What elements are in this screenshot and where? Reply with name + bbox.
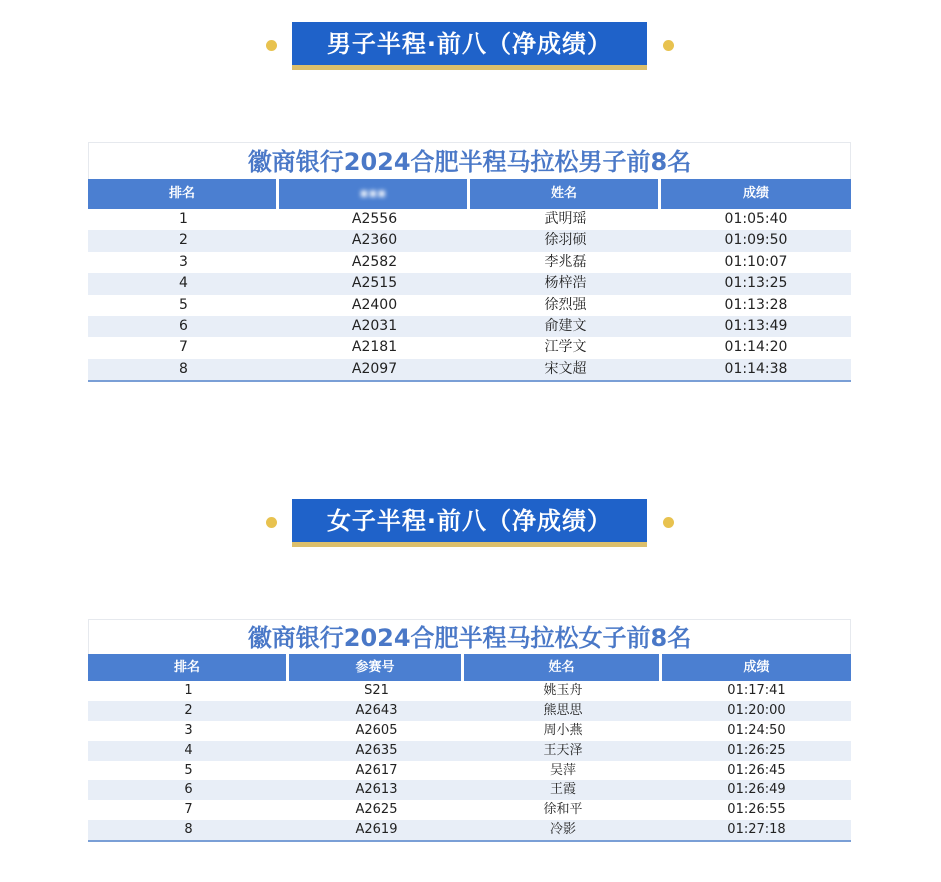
cell-bib: A2515 xyxy=(351,275,398,292)
cell-time: 01:05:40 xyxy=(724,211,788,227)
cell-time: 01:27:18 xyxy=(727,822,786,838)
table-row xyxy=(88,820,851,842)
cell-bib: A2617 xyxy=(355,762,398,778)
female-table-body xyxy=(88,681,851,842)
cell-rank: 8 xyxy=(184,822,193,838)
header-time: 成绩 xyxy=(662,654,851,681)
cell-rank: 4 xyxy=(184,742,193,758)
header-name: 姓名 xyxy=(470,179,658,209)
table-row xyxy=(88,681,851,701)
cell-name: 江学文 xyxy=(544,339,587,356)
cell-bib: A2400 xyxy=(351,296,398,313)
female-table-title: 徽商银行2024合肥半程马拉松女子前8名 xyxy=(88,619,851,654)
cell-time: 01:14:38 xyxy=(724,360,788,377)
cell-bib: A2613 xyxy=(355,782,398,798)
table-row xyxy=(88,295,851,316)
cell-name: 周小燕 xyxy=(543,722,583,738)
bullet-dot-icon xyxy=(663,517,674,528)
bullet-dot-icon xyxy=(266,517,277,528)
male-table-title: 徽商银行2024合肥半程马拉松男子前8名 xyxy=(88,142,851,179)
cell-rank: 5 xyxy=(179,296,188,313)
cell-bib: A2097 xyxy=(351,360,398,377)
cell-bib: A2582 xyxy=(351,253,398,270)
cell-name: 李兆磊 xyxy=(544,253,587,270)
cell-rank: 5 xyxy=(184,762,193,778)
cell-name: 武明瑶 xyxy=(544,211,587,227)
cell-rank: 7 xyxy=(184,802,193,818)
cell-name: 徐羽硕 xyxy=(544,232,587,249)
cell-bib: A2181 xyxy=(351,339,398,356)
cell-bib: A2031 xyxy=(351,317,398,334)
cell-name: 冷影 xyxy=(549,822,576,838)
cell-time: 01:14:20 xyxy=(724,339,788,356)
cell-name: 王霞 xyxy=(549,782,576,798)
cell-time: 01:13:28 xyxy=(724,296,788,313)
cell-rank: 3 xyxy=(179,253,188,270)
table-row xyxy=(88,252,851,273)
cell-time: 01:26:49 xyxy=(727,782,786,798)
cell-name: 姚玉舟 xyxy=(543,683,583,698)
cell-rank: 7 xyxy=(179,339,188,356)
cell-time: 01:17:41 xyxy=(727,683,786,698)
cell-bib: A2556 xyxy=(351,211,398,227)
cell-time: 01:10:07 xyxy=(724,253,788,270)
cell-rank: 2 xyxy=(184,702,193,718)
cell-bib: A2605 xyxy=(355,722,398,738)
cell-time: 01:13:25 xyxy=(724,275,788,292)
bullet-dot-icon xyxy=(266,40,277,51)
cell-time: 01:26:55 xyxy=(727,802,786,818)
cell-time: 01:09:50 xyxy=(724,232,788,249)
cell-time: 01:26:25 xyxy=(727,742,786,758)
cell-name: 宋文超 xyxy=(544,360,587,377)
cell-rank: 6 xyxy=(179,317,188,334)
cell-time: 01:26:45 xyxy=(727,762,786,778)
table-row xyxy=(88,359,851,382)
table-row xyxy=(88,780,851,800)
female-section-header xyxy=(0,499,941,559)
cell-name: 徐和平 xyxy=(543,802,583,818)
cell-rank: 3 xyxy=(184,722,193,738)
table-row xyxy=(88,761,851,781)
cell-time: 01:13:49 xyxy=(724,317,788,334)
cell-name: 杨梓浩 xyxy=(544,275,587,292)
cell-rank: 1 xyxy=(184,683,193,698)
header-name: 姓名 xyxy=(464,654,659,681)
male-section-header xyxy=(0,22,941,82)
cell-bib: A2619 xyxy=(355,822,398,838)
header-time: 成绩 xyxy=(661,179,851,209)
header-rank: 排名 xyxy=(88,654,286,681)
table-row xyxy=(88,337,851,358)
cell-bib: A2635 xyxy=(355,742,398,758)
cell-name: 吴萍 xyxy=(549,762,576,778)
cell-time: 01:20:00 xyxy=(727,702,786,718)
cell-name: 俞建文 xyxy=(544,317,587,334)
cell-rank: 4 xyxy=(179,275,188,292)
table-row xyxy=(88,273,851,294)
male-table-header xyxy=(88,179,851,209)
cell-rank: 6 xyxy=(184,782,193,798)
table-row xyxy=(88,721,851,741)
table-row xyxy=(88,800,851,820)
bullet-dot-icon xyxy=(663,40,674,51)
header-bib-blurred: ▪▪▪ xyxy=(279,179,467,209)
cell-bib: S21 xyxy=(364,683,389,698)
cell-rank: 8 xyxy=(179,360,188,377)
cell-bib: A2360 xyxy=(351,232,398,249)
table-row xyxy=(88,316,851,337)
header-bib: 参赛号 xyxy=(289,654,461,681)
cell-name: 徐烈强 xyxy=(544,296,587,313)
table-row xyxy=(88,741,851,761)
table-row xyxy=(88,209,851,230)
female-results-table xyxy=(88,619,851,842)
male-results-table xyxy=(88,142,851,382)
cell-name: 熊思思 xyxy=(543,702,583,718)
cell-rank: 1 xyxy=(179,211,188,227)
cell-rank: 2 xyxy=(179,232,188,249)
male-table-body xyxy=(88,209,851,382)
male-section-banner: 男子半程·前八（净成绩） xyxy=(292,22,647,70)
table-row xyxy=(88,701,851,721)
cell-bib: A2643 xyxy=(355,702,398,718)
cell-name: 王天泽 xyxy=(543,742,583,758)
table-row xyxy=(88,230,851,251)
cell-bib: A2625 xyxy=(355,802,398,818)
cell-time: 01:24:50 xyxy=(727,722,786,738)
female-section-banner: 女子半程·前八（净成绩） xyxy=(292,499,647,547)
header-rank: 排名 xyxy=(88,179,276,209)
female-table-header xyxy=(88,654,851,681)
